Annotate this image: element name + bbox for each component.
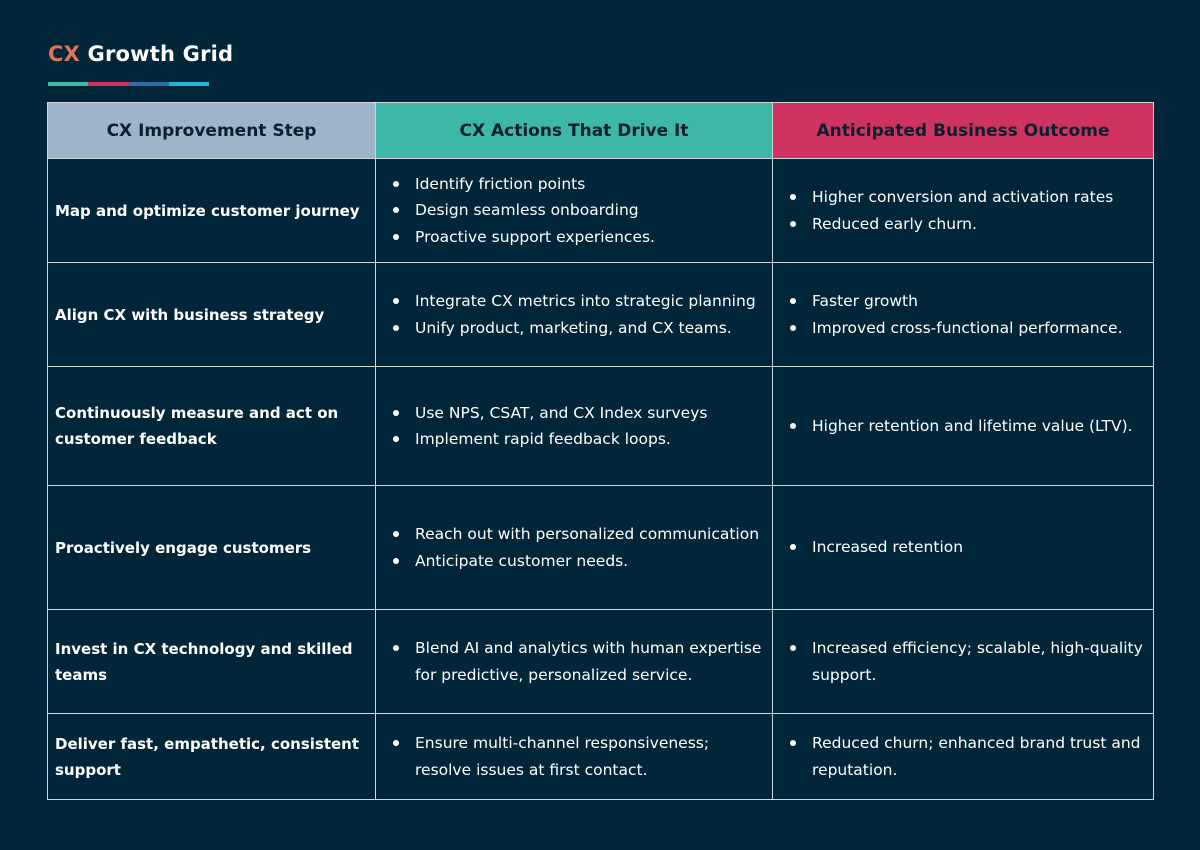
list-item: Reach out with personalized communication	[390, 521, 762, 548]
outcomes-list	[787, 413, 1143, 440]
cx-growth-table	[47, 102, 1154, 800]
outcomes-cell	[773, 714, 1154, 800]
table-row	[48, 367, 1154, 486]
underline-segment	[169, 82, 209, 86]
actions-cell	[376, 486, 773, 610]
list-item: Design seamless onboarding	[390, 197, 762, 224]
outcomes-list	[787, 534, 1143, 561]
list-item: Integrate CX metrics into strategic planning	[390, 288, 762, 315]
actions-list	[390, 400, 762, 453]
list-item: Identify friction points	[390, 171, 762, 198]
table-row	[48, 159, 1154, 263]
list-item: Implement rapid feedback loops.	[390, 426, 762, 453]
actions-cell	[376, 367, 773, 486]
underline-segment	[48, 82, 88, 86]
outcomes-cell	[773, 159, 1154, 263]
list-item: Reduced churn; enhanced brand trust and reputation.	[787, 730, 1143, 783]
outcomes-list	[787, 288, 1143, 341]
list-item: Increased efficiency; scalable, high-quality support.	[787, 635, 1143, 688]
list-item: Blend AI and analytics with human expertise for predictive, personalized service.	[390, 635, 762, 688]
list-item: Higher retention and lifetime value (LTV).	[787, 413, 1143, 440]
actions-list	[390, 635, 762, 688]
outcomes-cell	[773, 263, 1154, 367]
outcomes-cell	[773, 367, 1154, 486]
step-cell: Deliver fast, empathetic, consistent support	[48, 714, 376, 800]
list-item: Anticipate customer needs.	[390, 548, 762, 575]
outcomes-cell	[773, 486, 1154, 610]
actions-list	[390, 288, 762, 341]
step-cell: Map and optimize customer journey	[48, 159, 376, 263]
column-header-actions: CX Actions That Drive It	[376, 103, 773, 159]
table-row	[48, 714, 1154, 800]
list-item: Unify product, marketing, and CX teams.	[390, 315, 762, 342]
outcomes-list	[787, 184, 1143, 237]
actions-cell	[376, 263, 773, 367]
title-text: Growth Grid	[87, 42, 234, 66]
list-item: Higher conversion and activation rates	[787, 184, 1143, 211]
actions-list	[390, 730, 762, 783]
step-cell: Continuously measure and act on customer feedback	[48, 367, 376, 486]
step-cell: Proactively engage customers	[48, 486, 376, 610]
outcomes-list	[787, 635, 1143, 688]
column-header-step: CX Improvement Step	[48, 103, 376, 159]
table-header-row	[48, 103, 1154, 159]
page-title	[48, 42, 233, 66]
list-item: Use NPS, CSAT, and CX Index surveys	[390, 400, 762, 427]
title-accent: CX	[48, 42, 81, 66]
outcomes-list	[787, 730, 1143, 783]
table-row	[48, 610, 1154, 714]
actions-cell	[376, 714, 773, 800]
list-item: Reduced early churn.	[787, 211, 1143, 238]
title-underline	[48, 82, 209, 86]
table-row	[48, 263, 1154, 367]
list-item: Improved cross-functional performance.	[787, 315, 1143, 342]
table-row	[48, 486, 1154, 610]
outcomes-cell	[773, 610, 1154, 714]
list-item: Faster growth	[787, 288, 1143, 315]
actions-list	[390, 521, 762, 574]
step-cell: Invest in CX technology and skilled teams	[48, 610, 376, 714]
underline-segment	[129, 82, 169, 86]
actions-cell	[376, 159, 773, 263]
actions-list	[390, 171, 762, 251]
list-item: Ensure multi-channel responsiveness; resolve issues at first contact.	[390, 730, 762, 783]
table-body	[48, 159, 1154, 800]
list-item: Increased retention	[787, 534, 1143, 561]
actions-cell	[376, 610, 773, 714]
column-header-outcome: Anticipated Business Outcome	[773, 103, 1154, 159]
underline-segment	[88, 82, 128, 86]
list-item: Proactive support experiences.	[390, 224, 762, 251]
step-cell: Align CX with business strategy	[48, 263, 376, 367]
